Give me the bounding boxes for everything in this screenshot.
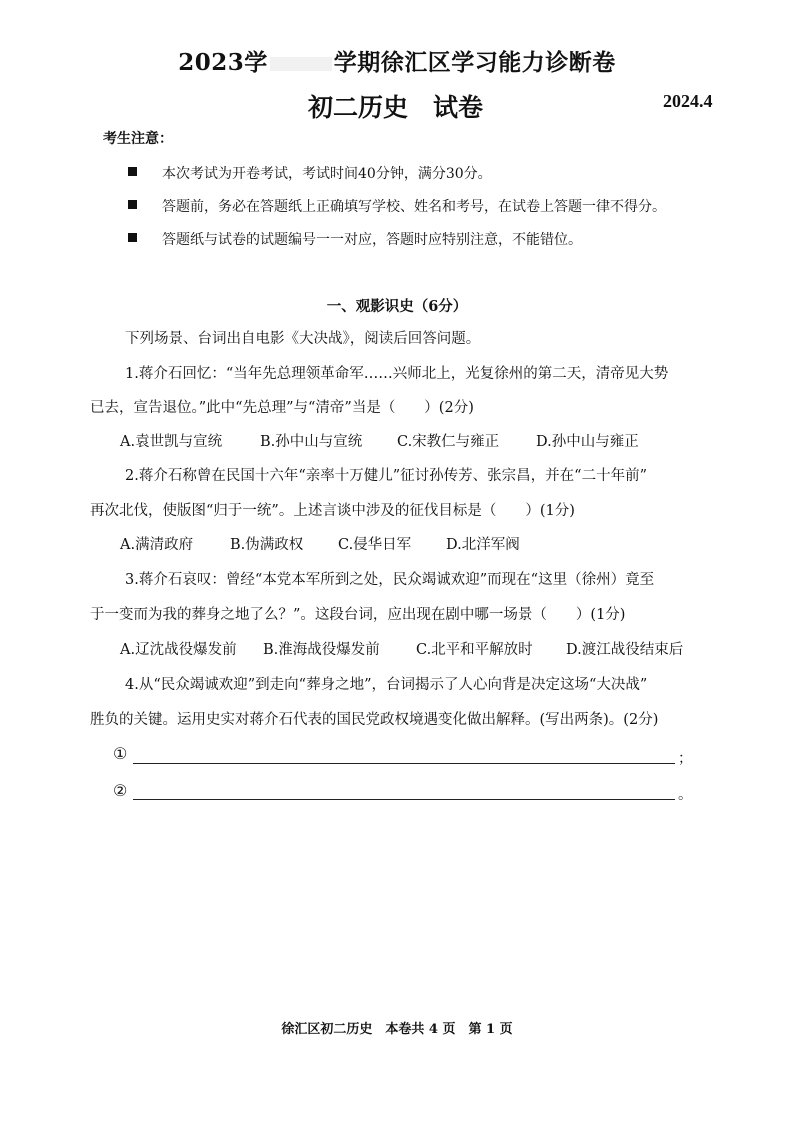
q1-option-c: C.宋教仁与雍正 [397, 434, 500, 450]
question-1-line-1: 1.蒋介石回忆：“当年先总理领革命军……兴师北上，光复徐州的第二天，清帝见大势 [125, 366, 669, 382]
section-heading: 一、观影识史（6分） [326, 298, 468, 315]
answer-1-marker: ① [113, 744, 128, 763]
q3-option-c: C.北平和平解放时 [416, 642, 533, 658]
bullet-icon [128, 233, 137, 242]
question-3-line-2: 于一变而为我的葬身之地了么？”。这段台词，应出现在剧中哪一场景（ ）(1分) [90, 607, 626, 623]
q3-option-d: D.渡江战役结束后 [566, 642, 684, 658]
page-footer: 徐汇区初二历史 本卷共 4 页 第 1 页 [281, 1022, 513, 1037]
question-2-line-1: 2.蒋介石称曾在民国十六年“亲率十万健儿”征讨孙传芳、张宗昌，并在“二十年前” [125, 468, 647, 484]
question-4-line-2: 胜负的关键。运用史实对蒋介石代表的国民党政权境遇变化做出解释。(写出两条)。(2分) [90, 712, 659, 728]
title-suffix: 学期徐汇区学习能力诊断卷 [333, 49, 616, 76]
section-intro: 下列场景、台词出自电影《大决战》，阅读后回答问题。 [125, 331, 481, 347]
exam-title [0, 44, 794, 77]
q3-option-b: B.淮海战役爆发前 [263, 642, 380, 658]
exam-subtitle: 初二历史 试卷 [308, 93, 484, 122]
q2-option-d: D.北洋军阀 [446, 537, 520, 553]
bullet-icon [128, 167, 137, 176]
answer-1-blank[interactable] [133, 763, 675, 764]
answer-2-end: 。 [678, 787, 693, 803]
answer-2-blank[interactable] [133, 799, 675, 800]
q1-option-b: B.孙中山与宣统 [260, 434, 363, 450]
question-4-line-1: 4.从“民众竭诚欢迎”到走向“葬身之地”，台词揭示了人心向背是决定这场“大决战” [125, 677, 648, 693]
question-2-line-2: 再次北伐，使版图“归于一统”。上述言谈中涉及的征伐目标是（ ）(1分) [90, 503, 575, 519]
exam-page: 2023学 学期徐汇区学习能力诊断卷 初二历史 试卷 2024.4 考生注意： 本次考试为开卷考试，考试时间40分钟，满分30分。 答题前，务必在答题纸上正确填写学校、姓名和考号，在试卷上答题一律不得分。 答题纸与试卷的试题编号一一对应，答题时应特别注意，不能错位。 一、观影识史（6分） 下列场景、台词出自电影《大决战》，阅读后回答问题。 1.蒋介石回忆：“当年先总理领革命军……兴师北上，光复徐州的第二天，清帝见大势 已去，宣告退位。”此中“先总理”与“清帝”当是（ ）(2分) A.袁世凯与宣统 B.孙中山与宣统 C.宋教仁与雍正 D.孙中山与雍正 2.蒋介石称曾在民国十六年“亲率十万健儿”征讨孙传芳、张宗昌，并在“二十年前” 再次北伐，使版图“归于一统”。上述言谈中涉及的征伐目标是（ ）(1分) A.满清政府 B.伪满政权 C.侵华日军 D.北洋军阀 3.蒋介石哀叹：曾经“本党本军所到之处，民众竭诚欢迎”而现在“这里（徐州）竟至 于一变而为我的葬身之地了么？”。这段台词，应出现在剧中哪一场景（ ）(1分) A.辽沈战役爆发前 B.淮海战役爆发前 C.北平和平解放时 D.渡江战役结束后 4.从“民众竭诚欢迎”到走向“葬身之地”，台词揭示了人心向背是决定这场“大决战” 胜负的关键。运用史实对蒋介石代表的国民党政权境遇变化做出解释。(写出两条)。(2分) ① ； ② 。 徐汇区初二历史 本卷共 4 页 第 1 页 [0, 0, 794, 1122]
exam-date: 2024.4 [663, 91, 713, 111]
answer-2-marker: ② [113, 781, 128, 800]
q2-option-c: C.侵华日军 [338, 537, 412, 553]
q3-option-a: A.辽沈战役爆发前 [120, 642, 237, 658]
q2-option-b: B.伪满政权 [230, 537, 304, 553]
question-3-line-1: 3.蒋介石哀叹：曾经“本党本军所到之处，民众竭诚欢迎”而现在“这里（徐州）竟至 [125, 572, 655, 588]
question-1-line-2: 已去，宣告退位。”此中“先总理”与“清帝”当是（ ）(2分) [90, 400, 474, 416]
q1-option-d: D.孙中山与雍正 [536, 434, 639, 450]
q2-option-a: A.满清政府 [120, 537, 194, 553]
notice-heading: 考生注意： [103, 131, 173, 147]
bullet-icon [128, 200, 137, 209]
answer-1-end: ； [678, 751, 693, 767]
title-prefix: 2023学 [178, 49, 268, 76]
q1-option-a: A.袁世凯与宣统 [120, 434, 223, 450]
redacted-area [270, 57, 332, 71]
